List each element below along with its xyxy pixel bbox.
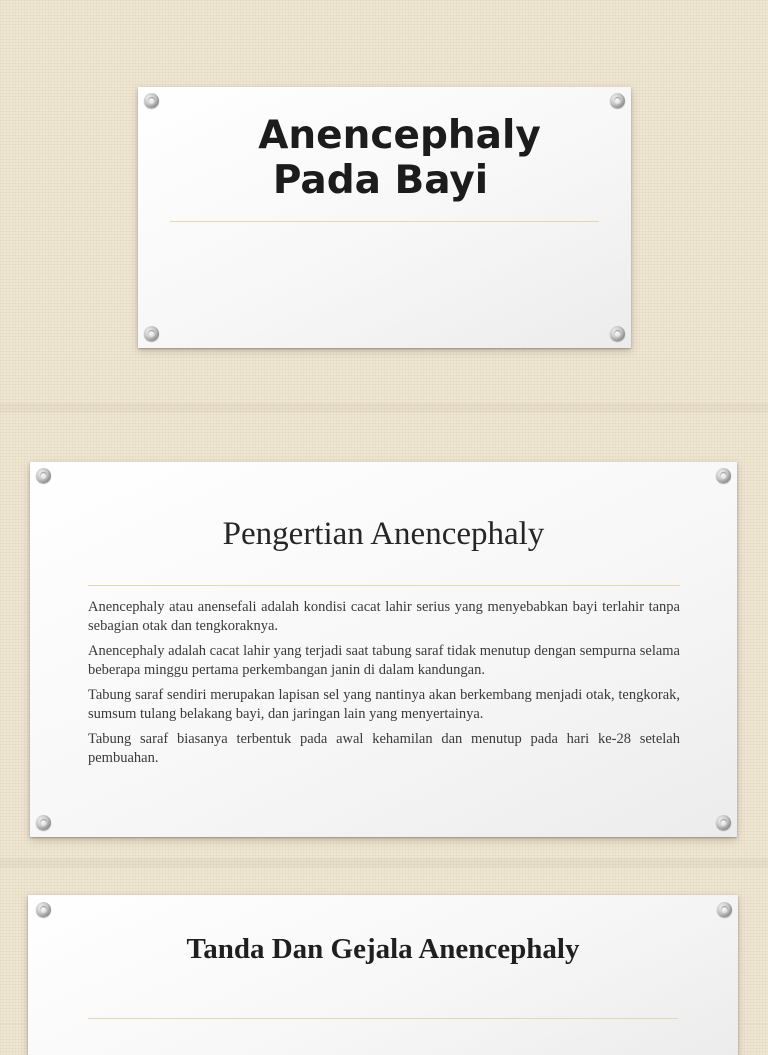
grommet-icon xyxy=(144,93,159,108)
body-paragraph: Tabung saraf biasanya terbentuk pada awal kehamilan dan menutup pada hari ke-28 setelah pembuahan. xyxy=(88,731,680,766)
slide-body xyxy=(88,598,680,774)
grommet-icon xyxy=(36,815,51,830)
slide-heading: Tanda Dan Gejala Anencephaly xyxy=(186,933,580,965)
background-band xyxy=(0,403,768,413)
slide-2-content-card[interactable] xyxy=(30,462,737,837)
body-paragraph: Anencephaly adalah cacat lahir yang terjadi saat tabung saraf tidak menutup dengan sempurna selama beberapa minggu pertama perkembangan janin di dalam kandungan. xyxy=(88,643,680,678)
heading-divider xyxy=(88,1018,678,1019)
presentation-title xyxy=(138,113,631,203)
title-line-2: Pada Bayi xyxy=(272,158,489,203)
title-divider xyxy=(170,221,599,222)
grommet-icon xyxy=(36,468,51,483)
grommet-icon xyxy=(610,326,625,341)
slide-heading: Pengertian Anencephaly xyxy=(222,516,545,552)
background-band xyxy=(0,858,768,868)
grommet-icon xyxy=(717,902,732,917)
heading-divider xyxy=(88,585,680,586)
grommet-icon xyxy=(144,326,159,341)
grommet-icon xyxy=(716,468,731,483)
slide-1-title-card[interactable] xyxy=(138,87,631,348)
body-paragraph: Anencephaly atau anensefali adalah kondisi cacat lahir serius yang menyebabkan bayi terlahir tanpa sebagian otak dan tengkoraknya. xyxy=(88,599,680,634)
slide-3-content-card[interactable] xyxy=(28,895,738,1055)
grommet-icon xyxy=(36,902,51,917)
grommet-icon xyxy=(610,93,625,108)
body-paragraph: Tabung saraf sendiri merupakan lapisan sel yang nantinya akan berkembang menjadi otak, tengkorak, sumsum tulang belakang bayi, dan jaringan lain yang menyertainya. xyxy=(88,687,680,722)
grommet-icon xyxy=(716,815,731,830)
title-line-1: Anencephaly xyxy=(258,113,541,158)
